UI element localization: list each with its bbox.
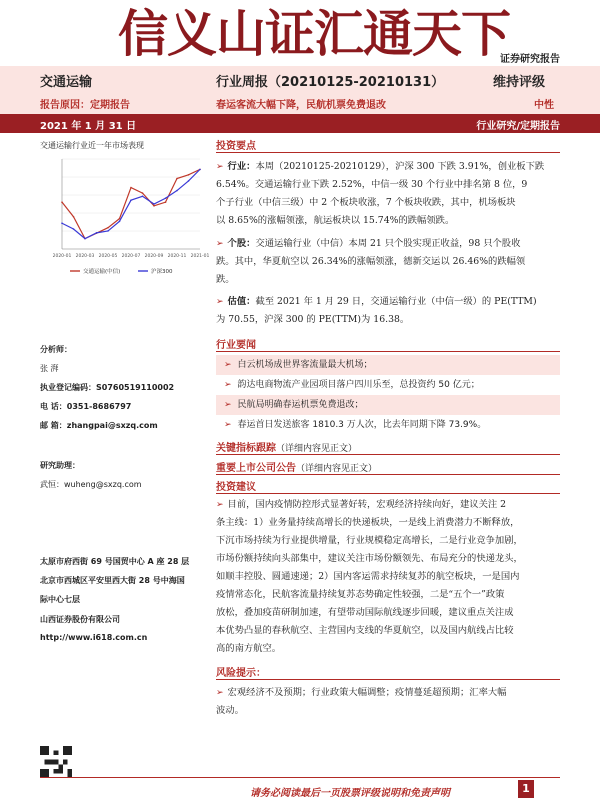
data-point	[119, 221, 121, 223]
data-point	[142, 192, 144, 194]
advice-line: 放松，叠加疫苗研制加速，有望带动国际航线逐步回暖，建议重点关注成	[216, 607, 514, 618]
advice-line: 市场份额持续向头部集中，建议关注市场份额领先、布局充分的快递龙头，	[216, 553, 523, 564]
data-point	[107, 230, 109, 232]
arrow-bullet-icon: ➢	[224, 420, 232, 430]
data-point	[165, 197, 167, 199]
address-line-2: 北京市西城区平安里西大街 28 号中海国	[40, 576, 185, 585]
point-valuation-line-1: ➢ 估值：截至 2021 年 1 月 29 日，交通运输行业（中信一级）的 PE(TTM)	[216, 296, 537, 307]
company-name: 山西证券股份有限公司	[40, 615, 120, 624]
header-banner	[0, 0, 600, 66]
advice-line: 本优势凸显的春秋航空、主营国内支线的华夏航空，以及国内航线占比较	[216, 625, 514, 636]
arrow-bullet-icon: ➢	[216, 239, 224, 249]
section-divider	[216, 679, 560, 680]
data-point	[61, 201, 63, 203]
rating-value: 中性	[534, 100, 554, 111]
analyst-heading: 分析师：	[40, 345, 72, 354]
industry-name: 交通运输	[40, 75, 93, 90]
section-divider	[216, 152, 560, 153]
data-point	[188, 174, 190, 176]
arrow-bullet-icon: ➢	[224, 380, 232, 390]
risk-line: ➢ 宏观经济不及预期；行业政策大幅调整；疫情蔓延超预期；汇率大幅	[216, 687, 507, 698]
section-divider	[216, 351, 560, 352]
analyst-email[interactable]: 邮 箱：zhangpai@sxzq.com	[40, 421, 158, 430]
arrow-bullet-icon: ➢	[216, 688, 224, 698]
data-point	[130, 187, 132, 189]
point-stock-line-3: 跌。	[216, 274, 235, 285]
section-divider	[216, 474, 560, 475]
news-item[interactable]: ➢ 白云机场成世界客流量最大机场；	[216, 355, 560, 375]
company-website[interactable]: http://www.i618.com.cn	[40, 633, 148, 642]
risk-line: 波动。	[216, 705, 244, 716]
advice-line: 下沉市场持续为行业提供增量，行业规模稳定高增长，二是行业竞争加剧，	[216, 535, 523, 546]
data-point	[130, 199, 132, 201]
address-line-1: 太原市府西街 69 号国贸中心 A 座 28 层	[40, 557, 190, 566]
data-point	[73, 228, 75, 230]
assistant-contact[interactable]: 武恒：wuheng@sxzq.com	[40, 480, 142, 489]
analyst-phone: 电 话：0351-8686797	[40, 402, 132, 411]
qr-code-icon	[40, 746, 72, 778]
report-category: 行业研究/定期报告	[476, 121, 560, 132]
arrow-bullet-icon: ➢	[224, 360, 232, 370]
data-point	[84, 238, 86, 240]
risk-body	[216, 684, 566, 720]
arrow-bullet-icon: ➢	[216, 297, 224, 307]
analyst-name: 张 湃	[40, 364, 59, 373]
footer-divider	[40, 777, 560, 778]
data-point	[176, 190, 178, 192]
data-point	[176, 178, 178, 180]
data-point	[61, 222, 63, 224]
section-divider	[216, 454, 560, 455]
advice-body	[216, 496, 566, 658]
data-point	[96, 232, 98, 234]
section-heading-news: 行业要闻	[216, 340, 256, 351]
market-performance-chart	[40, 153, 210, 280]
page-number: 1	[518, 780, 534, 798]
data-point	[153, 205, 155, 207]
data-point	[73, 216, 75, 218]
news-item[interactable]: ➢ 韵达电商物流产业园项目落户四川乐至，总投资约 50 亿元；	[224, 380, 480, 390]
point-stock-line-2: 跌。其中，华夏航空以 26.34%的涨幅领涨，德新交运以 26.46%的跌幅领	[216, 256, 526, 267]
disclaimer-notice[interactable]: 请务必阅读最后一页股票评级说明和免责声明	[250, 788, 450, 799]
data-point	[199, 169, 201, 171]
section-heading-risk: 风险提示：	[216, 668, 266, 679]
news-item[interactable]: ➢ 民航局明确春运机票免费退改；	[216, 395, 560, 415]
data-point	[142, 196, 144, 198]
rating-label: 维持评级	[493, 75, 546, 90]
section-heading-advice: 投资建议	[216, 482, 256, 493]
x-tick-label: 2020-01	[52, 254, 72, 259]
point-industry-line-1: ➢ 行业：本周（20210125-20210129），沪深 300 下跌 3.91%，创业板下跌	[216, 161, 545, 172]
analyst-cert: 执业登记编码：S0760519110002	[40, 383, 175, 392]
x-tick-label: 2021-01	[190, 254, 210, 259]
data-point	[165, 201, 167, 203]
assistant-heading: 研究助理：	[40, 461, 80, 470]
x-tick-label: 2020-07	[121, 254, 141, 259]
point-valuation-label: 估值：	[227, 296, 256, 307]
point-valuation-line-2: 为 70.55，沪深 300 的 PE(TTM)为 16.38。	[216, 314, 410, 325]
advice-line: ➢ 目前，国内疫情防控形式显著好转，宏观经济持续向好，建议关注 2	[216, 499, 507, 510]
report-headline: 春运客流大幅下降，民航机票免费退改	[216, 100, 386, 111]
arrow-bullet-icon: ➢	[224, 400, 232, 410]
point-industry-line-2: 6.54%。交通运输行业下跌 2.52%，中信一级 30 个行业中排名第 8 位，9	[216, 179, 528, 190]
x-tick-label: 2020-09	[144, 254, 164, 259]
section-heading-announcements: 重要上市公司公告（详细内容见正文）	[216, 463, 378, 474]
point-valuation	[216, 293, 566, 329]
point-industry-line-4: 以 8.65%的涨幅领涨，航运板块以 15.74%的跌幅领跌。	[216, 215, 455, 226]
point-industry-line-3: 个子行业（中信三级）中 2 个板块收涨，7 个板块收跌，其中，机场板块	[216, 197, 516, 208]
data-point	[107, 227, 109, 229]
section-heading-points: 投资要点	[216, 141, 256, 152]
advice-line: 高的南方航空。	[216, 643, 282, 654]
arrow-bullet-icon: ➢	[216, 500, 224, 510]
section-heading-tracking: 关键指标跟踪（详细内容见正文）	[216, 443, 358, 454]
x-tick-label: 2020-03	[75, 254, 95, 259]
section-divider	[216, 493, 560, 494]
legend-label: 交通运输(中信)	[83, 269, 121, 275]
address-line-3: 际中心七层	[40, 595, 80, 604]
data-point	[188, 180, 190, 182]
point-stock-label: 个股：	[227, 238, 256, 249]
data-point	[153, 203, 155, 205]
point-stock	[216, 235, 566, 289]
report-date: 2021 年 1 月 31 日	[40, 121, 137, 132]
date-bar	[0, 114, 600, 133]
report-type-label: 证券研究报告	[500, 54, 560, 65]
report-reason: 报告原因：定期报告	[40, 100, 130, 111]
brand-slogan: 信义山证汇通天下	[118, 4, 510, 63]
arrow-bullet-icon: ➢	[216, 162, 224, 172]
news-item[interactable]: ➢ 春运首日发送旅客 1810.3 万人次，比去年同期下降 73.9%。	[224, 420, 487, 430]
x-tick-label: 2020-11	[167, 254, 187, 259]
chart-title: 交通运输行业近一年市场表现	[40, 141, 144, 150]
point-industry	[216, 158, 566, 230]
advice-line: 疫情常态化，民航客流量持续复苏态势确定性较强，二是“五个一”政策	[216, 589, 505, 600]
advice-line: 条主线：1）业务量持续高增长的快递板块，一是线上消费潜力不断释放，	[216, 517, 520, 528]
point-industry-label: 行业：	[227, 161, 256, 172]
report-title: 行业周报（20210125-20210131）	[216, 75, 445, 90]
x-tick-label: 2020-05	[98, 254, 118, 259]
advice-line: 如顺丰控股、圆通速递；2）国内客运需求持续复苏的航空板块，一是国内	[216, 571, 520, 582]
legend-label: 沪深300	[151, 269, 173, 275]
point-stock-line-1: ➢ 个股：交通运输行业（中信）本周 21 只个股实现正收益，98 只个股收	[216, 238, 521, 249]
